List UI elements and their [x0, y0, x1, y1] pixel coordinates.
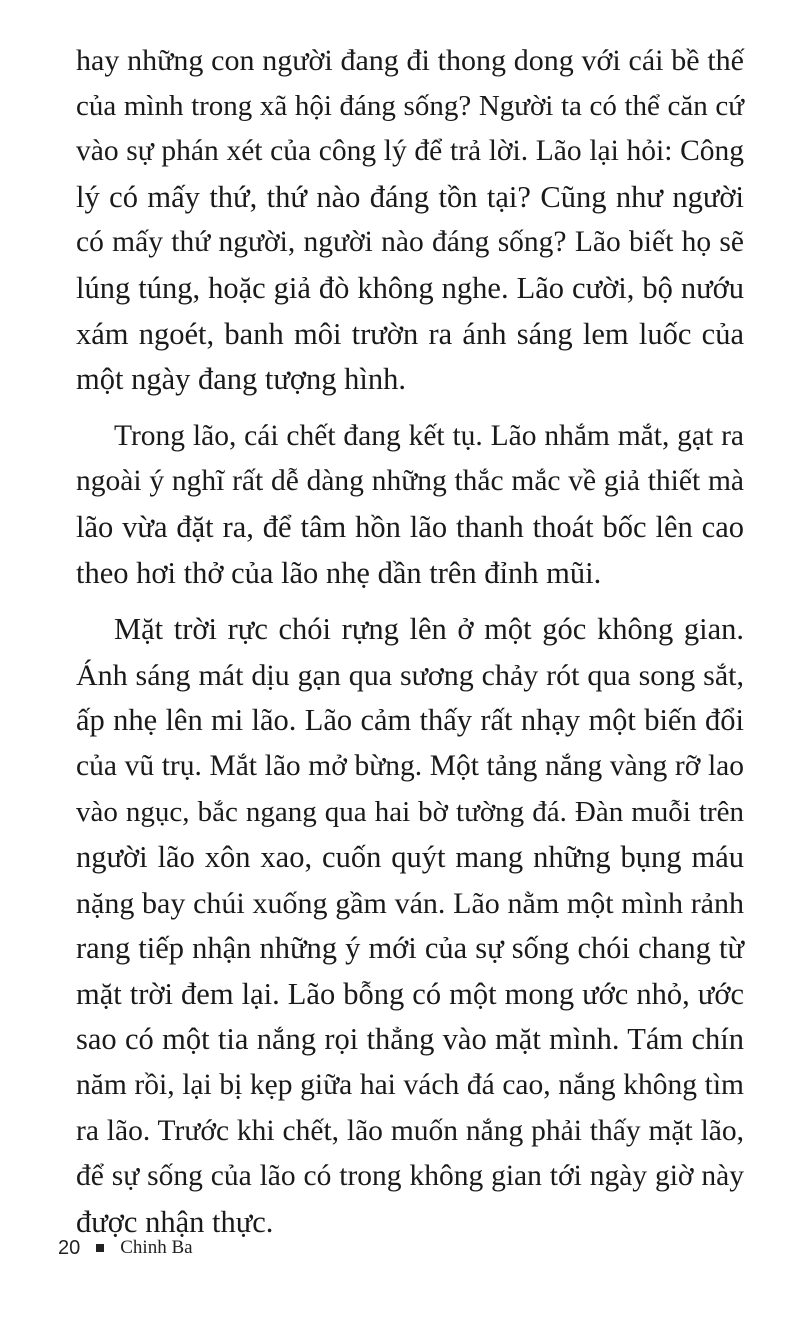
footer-bullet-icon — [96, 1244, 104, 1252]
text-line: lão vừa đặt ra, để tâm hồn lão thanh thoát bốc lên cao — [76, 509, 744, 544]
text-line: lý có mấy thứ, thứ nào đáng tồn tại? Cũng như người — [76, 179, 744, 214]
text-line: Ánh sáng mát dịu gạn qua sương chảy rót qua song sắt, — [76, 658, 744, 692]
text-line: rang tiếp nhận những ý mới của sự sống chói chang từ — [76, 931, 744, 966]
text-line: hay những con người đang đi thong dong với cái bề thế — [76, 44, 744, 77]
text-line: được nhận thực. — [76, 1204, 274, 1239]
text-line: năm rồi, lại bị kẹp giữa hai vách đá cao, nắng không tìm — [76, 1069, 744, 1102]
text-line: ngoài ý nghĩ rất dễ dàng những thắc mắc về giả thiết mà — [76, 465, 744, 498]
paragraph — [76, 38, 744, 403]
paragraph — [76, 607, 744, 1245]
text-line: lúng túng, hoặc giả đò không nghe. Lão cười, bộ nướu — [76, 270, 744, 305]
text-line: để sự sống của lão có trong không gian tới ngày giờ này — [76, 1160, 744, 1193]
text-line: nặng bay chúi xuống gầm ván. Lão nằm một mình rảnh — [76, 886, 744, 920]
paragraph — [76, 414, 744, 596]
text-line: một ngày đang tượng hình. — [76, 362, 407, 397]
text-line: của vũ trụ. Mắt lão mở bừng. Một tảng nắng vàng rỡ lao — [76, 749, 744, 782]
text-line: sao có một tia nắng rọi thẳng vào mặt mình. Tám chín — [76, 1022, 744, 1057]
text-line: mặt trời đem lại. Lão bỗng có một mong ước nhỏ, ước — [76, 976, 744, 1011]
text-line: xám ngoét, banh môi trườn ra ánh sáng lem luốc của — [76, 316, 744, 351]
text-line: vào ngục, bắc ngang qua hai bờ tường đá. Đàn muỗi trên — [76, 795, 744, 828]
text-line: người lão xôn xao, cuốn quýt mang những bụng máu — [76, 840, 744, 875]
text-line: vào sự phán xét của công lý để trả lời. Lão lại hỏi: Công — [76, 135, 744, 168]
text-line: Mặt trời rực chói rựng lên ở một góc không gian. — [114, 612, 744, 647]
text-line: Trong lão, cái chết đang kết tụ. Lão nhắm mắt, gạt ra — [114, 419, 744, 452]
running-title: Chinh Ba — [120, 1237, 193, 1258]
text-line: theo hơi thở của lão nhẹ dần trên đỉnh mũi. — [76, 555, 602, 590]
page-number: 20 — [58, 1236, 81, 1259]
text-line: ấp nhẹ lên mi lão. Lão cảm thấy rất nhạy một biến đổi — [76, 703, 744, 738]
page-body-text — [76, 38, 744, 1256]
text-line: có mấy thứ người, người nào đáng sống? Lão biết họ sẽ — [76, 226, 744, 259]
text-line: ra lão. Trước khi chết, lão muốn nắng phải thấy mặt lão, — [76, 1114, 744, 1147]
page-footer — [58, 1233, 193, 1263]
text-line: của mình trong xã hội đáng sống? Người ta có thể căn cứ — [76, 89, 744, 122]
